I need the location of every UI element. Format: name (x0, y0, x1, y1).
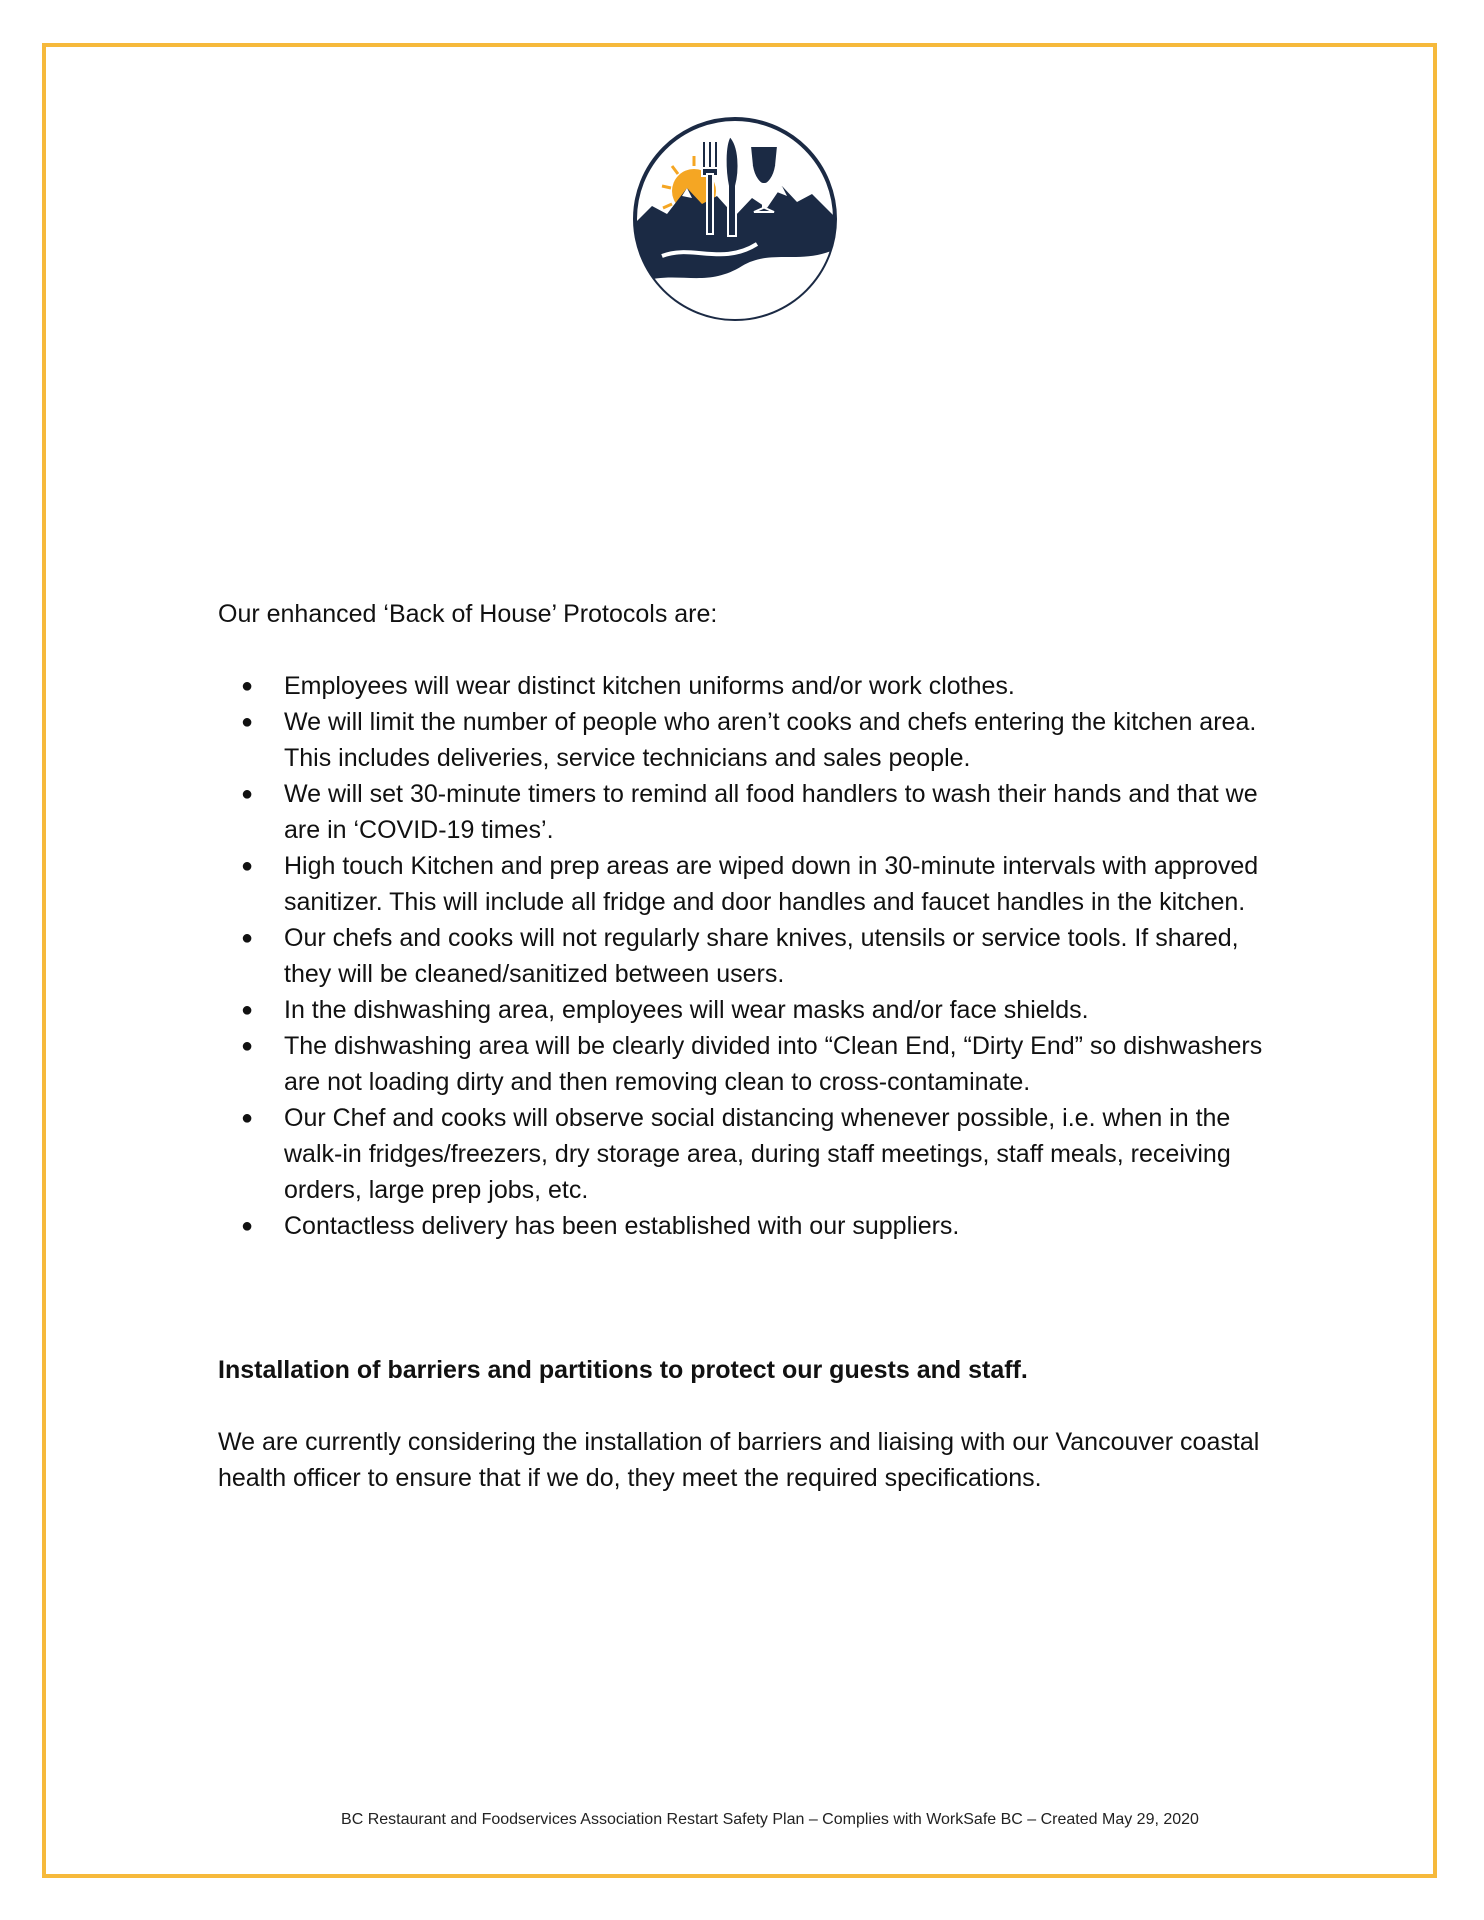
protocols-intro: Our enhanced ‘Back of House’ Protocols are: (218, 600, 718, 628)
list-item-text: We will set 30-minute timers to remind all food handlers to wash their hands and that we are in ‘COVID-19 times’. (284, 780, 1258, 844)
list-item-text: Our Chef and cooks will observe social distancing whenever possible, i.e. when in the walk-in fridges/freezers, dry storage area, during staff meetings, staff meals, receiving orders, large prep jobs, etc. (284, 1104, 1231, 1204)
bullet-icon: ● (241, 855, 254, 877)
bullet-icon: ● (241, 1107, 254, 1129)
list-item (218, 776, 1278, 848)
list-item-text: We will limit the number of people who aren’t cooks and chefs entering the kitchen area. This includes deliveries, service technicians and sales people. (284, 708, 1257, 772)
protocols-list (218, 668, 1278, 1244)
list-item (218, 668, 1278, 704)
page-footer (0, 1811, 1484, 1829)
bullet-icon: ● (241, 675, 254, 697)
list-item (218, 992, 1278, 1028)
list-item (218, 1208, 1278, 1244)
list-item (218, 920, 1278, 992)
list-item-text: In the dishwashing area, employees will wear masks and/or face shields. (284, 996, 1089, 1024)
list-item-text: Employees will wear distinct kitchen uniforms and/or work clothes. (284, 672, 1015, 700)
list-item-text: Our chefs and cooks will not regularly share knives, utensils or service tools. If shared, they will be cleaned/sanitized between users. (284, 924, 1239, 988)
list-item (218, 1028, 1278, 1100)
main-content (218, 596, 1278, 1496)
footer-text: BC Restaurant and Foodservices Association Restart Safety Plan – Complies with WorkSafe BC – Created May 29, 2020 (341, 1811, 1199, 1828)
barriers-heading: Installation of barriers and partitions to protect our guests and staff. (218, 1356, 1028, 1384)
barriers-body: We are currently considering the installation of barriers and liaising with our Vancouver coastal health officer to ensure that if we do, they meet the required specifications. (218, 1428, 1260, 1492)
list-item (218, 704, 1278, 776)
bullet-icon: ● (241, 1035, 254, 1057)
bullet-icon: ● (241, 927, 254, 949)
list-item (218, 1100, 1278, 1208)
bullet-icon: ● (241, 1215, 254, 1237)
section-spacer (218, 1244, 1278, 1352)
list-item-text: The dishwashing area will be clearly divided into “Clean End, “Dirty End” so dishwashers are not loading dirty and then removing clean to cross-contaminate. (284, 1032, 1263, 1096)
list-item (218, 848, 1278, 920)
list-item-text: Contactless delivery has been established with our suppliers. (284, 1212, 960, 1240)
bullet-icon: ● (241, 999, 254, 1021)
bullet-icon: ● (241, 783, 254, 805)
list-item-text: High touch Kitchen and prep areas are wiped down in 30-minute intervals with approved sanitizer. This will include all fridge and door handles and faucet handles in the kitchen. (284, 852, 1259, 916)
restaurant-mountain-logo-icon (632, 116, 838, 322)
bullet-icon: ● (241, 711, 254, 733)
